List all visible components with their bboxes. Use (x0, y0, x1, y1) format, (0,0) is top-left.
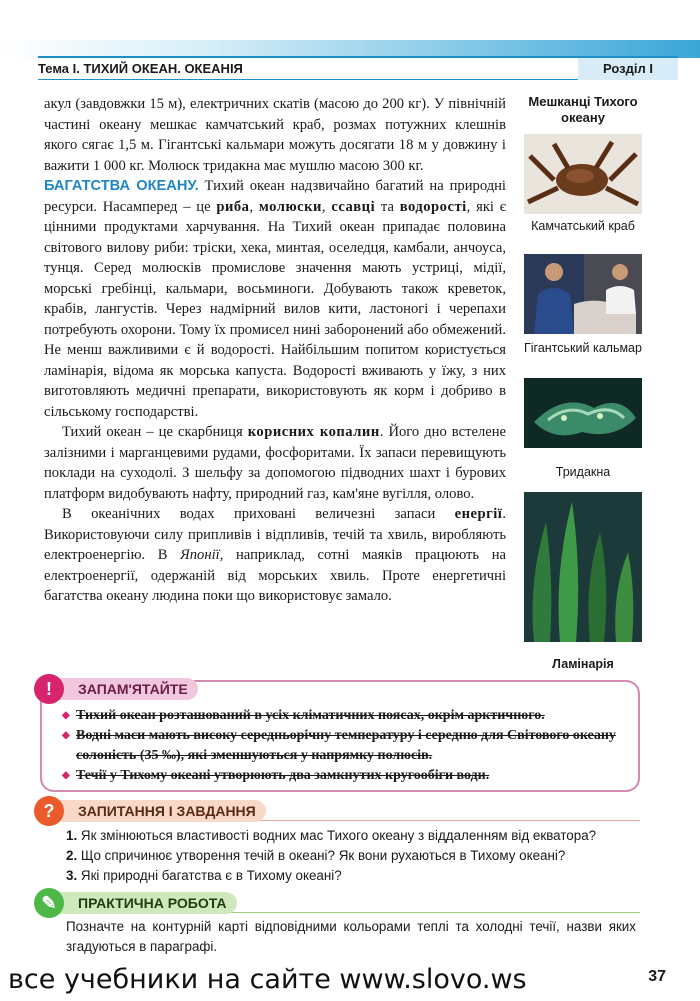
section-heading: БАГАТСТВА ОКЕАНУ. (44, 178, 199, 194)
list-item: ◆ Течії у Тихому океані утворюють два замкнутих кругообіги води. (62, 766, 634, 786)
list-item: ◆ Водні маси мають високу середньорічну температуру і середню для Світового океану солоність (35 ‰), які зменшуються у напрямку полюсів. (62, 726, 634, 766)
caption-squid: Гігантський кальмар (524, 341, 642, 355)
sidebar-title: Мешканці Тихого океану (528, 94, 638, 125)
exclamation-icon: ! (34, 674, 64, 704)
pencil-icon: ✎ (34, 888, 64, 918)
paragraph-1: акул (завдовжки 15 м), електричних скатів (масою до 200 кг). У північній частині океану мешкає камчатський краб, розмах потужних клешнів якого сягає 1,5 м. Гігантські кальмари можуть досягати 18 м у довжину і важити 1 000 кг. Молюск тридакна має мушлю масою 300 кг. (44, 96, 506, 174)
kelp-photo (524, 492, 642, 642)
questions-icon: ? (34, 796, 64, 826)
list-item: 2. Що спричинює утворення течій в океані? Як вони рухаються в Тихому океані? (66, 848, 566, 863)
list-item: ◆ Тихий океан розташований в усіх кліматичних поясах, окрім арктичного. (62, 706, 634, 726)
list-item: 1. Як змінюються властивості водних мас Тихого океану з віддаленням від екватора? (66, 828, 597, 843)
caption-kelp: Ламінарія (552, 657, 614, 671)
practice-text: Позначте на контурній карті відповідними кольорами теплі та холодні течії, назви яких згадуються в параграфі. (66, 919, 636, 954)
footer-banner: все учебники на сайте www.slovo.ws (0, 962, 700, 1001)
section-label: Розділ І (578, 58, 678, 80)
practice-label: ПРАКТИЧНА РОБОТА (50, 892, 237, 914)
page-header (38, 56, 678, 80)
list-item: 3. Які природні багатства є в Тихому океані? (66, 868, 342, 883)
paragraph-2: БАГАТСТВА ОКЕАНУ. Тихий океан надзвичайно багатий на природні ресурси. Насамперед – це риба, молюски, ссавці та водорості, які є цінними продуктами харчування. На Тихий океан припадає половина світового вилову риби: тріски, хека, минтая, оселедця, камбали, анчоуса, тунця. Серед молюсків промислове значення мають устриці, мідії, морські гребінці, кальмари, восьминоги. Добувають також креветок, крабів, лангустів. Через надмірний вилов кити, ластоногі і черепахи потребують охорони. Тому їх промисел нині заборонений або обмежений. Не менш важливими є й водорості. Найбільшим попитом користується ламінарія, відома як морська капуста. Водорості вживають у їжу, з них виготовляють медичні препарати, використовують як корм і добриво в сільському господарстві. (44, 178, 507, 420)
questions-label: ЗАПИТАННЯ І ЗАВДАННЯ (50, 800, 266, 822)
crab-photo (524, 134, 642, 214)
page-number: 37 (648, 968, 666, 985)
questions-list (66, 826, 646, 886)
paragraph-4: В океанічних водах приховані величезні запаси енергії. Використовуючи силу припливів і відпливів, течій та хвиль, виробляють електроенергію. В Японії, наприклад, сотні маяків працюють на електроенергії, одержаній від морських хвиль. Проте енергетичні багатства океану людина поки що використовує замало. (44, 506, 506, 604)
tridacna-photo (524, 378, 642, 448)
sidebar (518, 94, 648, 671)
main-text (44, 94, 506, 607)
paragraph-3: Тихий океан – це скарбниця корисних копалин. Його дно встелене залізними і марганцевими рудами, фосфоритами. Їх запаси перевищують поклади на суходолі. З шельфу за допомогою підводних шахт і бурових платформ видобувають нафту, природний газ, кам'яне вугілля, олово. (44, 424, 506, 502)
remember-list (62, 706, 634, 786)
remember-label: ЗАПАМ'ЯТАЙТЕ (50, 678, 198, 700)
squid-photo (524, 254, 642, 334)
topic-title: Тема І. ТИХИЙ ОКЕАН. ОКЕАНІЯ (38, 61, 243, 76)
caption-crab: Камчатський краб (531, 219, 635, 233)
caption-tridacna: Тридакна (555, 465, 611, 479)
